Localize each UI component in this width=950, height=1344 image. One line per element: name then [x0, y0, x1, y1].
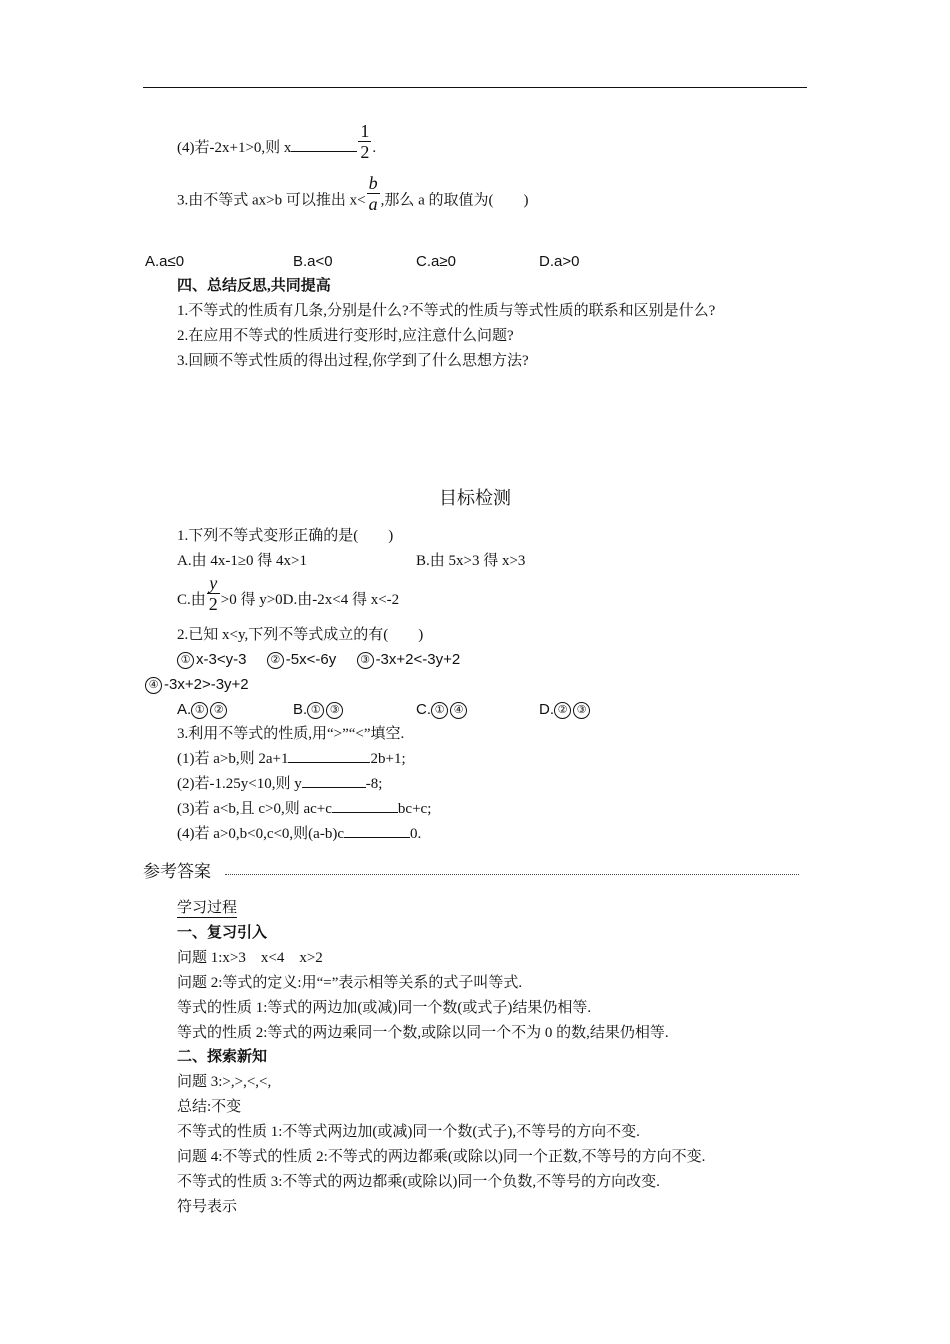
- summary-item-3: 3.回顾不等式性质的得出过程,你学到了什么思想方法?: [177, 353, 529, 369]
- q3-part-3: [177, 799, 431, 819]
- answer-text: 不等式的性质 2:不等式的两边都乘(或除以)同一个正数,不等号的方向不变.: [222, 1149, 706, 1165]
- answer-question-3: [177, 1072, 271, 1092]
- circled-number: ④: [450, 702, 467, 719]
- q4-prefix: (4)若-2x+1>0,则 x: [177, 139, 292, 156]
- question-3-line: [177, 173, 529, 214]
- fraction-denominator: a: [368, 194, 378, 214]
- symbolic-representation: 符号表示: [177, 1199, 238, 1215]
- summary-heading: 四、总结反思,共同提高: [177, 278, 331, 294]
- option-letter: D.: [539, 701, 554, 718]
- section-title: 目标检测: [439, 488, 511, 508]
- learning-process-heading: [177, 898, 237, 918]
- circled-number: ①: [307, 702, 324, 719]
- q2-item-4-row: [145, 675, 249, 695]
- q3-part-1: [177, 749, 406, 769]
- answer-question-1: [177, 948, 323, 968]
- q3-part-3-left: (3)若 a<b,且 c>0,则 ac+c: [177, 801, 332, 817]
- answer-question-2: [177, 973, 522, 993]
- answers-section-2: 二、探索新知: [177, 1049, 268, 1065]
- option-letter: B.: [293, 701, 308, 718]
- fraction-numerator: y: [207, 573, 220, 594]
- q3-part-1-right: 2b+1;: [370, 751, 406, 767]
- fraction-denominator: 2: [208, 594, 218, 614]
- answer-blank: [344, 824, 410, 838]
- summary-item-1: 1.不等式的性质有几条,分别是什么?不等式的性质与等式性质的联系和区别是什么?: [177, 303, 716, 319]
- q3-part-2: [177, 774, 382, 794]
- answer-blank: [291, 138, 357, 152]
- q2-item-3: -3x+2<-3y+2: [375, 651, 461, 668]
- q3-part-4-right: 0.: [410, 826, 422, 842]
- circled-number: ①: [177, 652, 194, 669]
- q2-option-d: [539, 700, 592, 720]
- circled-number: ③: [326, 702, 343, 719]
- answer-blank: [288, 749, 370, 763]
- inequality-property-1: 不等式的性质 1:不等式两边加(或减)同一个数(式子),不等号的方向不变.: [177, 1124, 640, 1140]
- q1-c-suffix: >0 得 y>0D.由-2x<4 得 x<-2: [220, 591, 400, 608]
- q3-suffix: ,那么 a 的取值为( ): [380, 192, 529, 209]
- option-d: D.a>0: [539, 253, 580, 270]
- q3-prefix: 3.由不等式 ax>b 可以推出 x<: [177, 192, 366, 209]
- q1-stem: 1.下列不等式变形正确的是( ): [177, 528, 394, 544]
- fraction-numerator: 1: [360, 121, 370, 141]
- fraction-denominator: 2: [360, 142, 370, 162]
- question-4-line: [177, 121, 377, 162]
- q3-stem: 3.利用不等式的性质,用“>”“<”填空.: [177, 726, 405, 742]
- q2-option-b: [293, 700, 345, 720]
- circled-number: ④: [145, 677, 162, 694]
- answer-text: x>3 x<4 x>2: [222, 950, 323, 966]
- q2-item-4: -3x+2>-3y+2: [164, 676, 249, 693]
- inequality-property-3: 不等式的性质 3:不等式的两边都乘(或除以)同一个负数,不等号的方向改变.: [177, 1174, 660, 1190]
- option-a: A.a≤0: [145, 253, 185, 270]
- q3-part-2-right: -8;: [365, 776, 383, 792]
- circled-number: ①: [191, 702, 208, 719]
- question-label: 问题 4:: [177, 1149, 223, 1165]
- option-letter: A.: [177, 701, 192, 718]
- q2-item-1: x-3<y-3: [196, 651, 247, 668]
- q2-option-c: [416, 700, 469, 720]
- option-letter: C.: [416, 701, 431, 718]
- learning-process-label: 学习过程: [177, 900, 238, 916]
- q3-part-2-left: (2)若-1.25y<10,则 y: [177, 776, 302, 792]
- answer-blank: [332, 799, 398, 813]
- question-label: 问题 2:: [177, 975, 223, 991]
- equality-property-2: 等式的性质 2:等式的两边乘同一个数,或除以同一个不为 0 的数,结果仍相等.: [177, 1025, 669, 1041]
- q4-suffix: .: [372, 139, 377, 156]
- answers-dotted-rule: [225, 874, 799, 875]
- equality-property-1: 等式的性质 1:等式的两边加(或减)同一个数(或式子)结果仍相等.: [177, 1000, 592, 1016]
- q3-part-3-right: bc+c;: [397, 801, 432, 817]
- circled-number: ②: [554, 702, 571, 719]
- q1-option-cd: [177, 573, 400, 614]
- answer-question-4: [177, 1147, 705, 1167]
- circled-number: ②: [267, 652, 284, 669]
- fraction-numerator: b: [368, 173, 378, 193]
- answer-text: 等式的定义:用“=”表示相等关系的式子叫等式.: [222, 975, 523, 991]
- answer-text: >,>,<,<,: [222, 1074, 272, 1090]
- answer-blank: [302, 774, 366, 788]
- fraction: [367, 173, 380, 214]
- circled-number: ③: [573, 702, 590, 719]
- q1-option-b: B.由 5x>3 得 x>3: [416, 553, 526, 569]
- q3-part-4: [177, 824, 421, 844]
- q2-option-a: [177, 700, 229, 720]
- q1-option-a: A.由 4x-1≥0 得 4x>1: [177, 553, 308, 569]
- question-label: 问题 1:: [177, 950, 223, 966]
- q3-part-1-left: (1)若 a>b,则 2a+1: [177, 751, 289, 767]
- q1-c-prefix: C.由: [177, 591, 206, 608]
- answers-title: 参考答案: [143, 862, 211, 881]
- q3-part-4-left: (4)若 a>0,b<0,c<0,则(a-b)c: [177, 826, 344, 842]
- option-b: B.a<0: [293, 253, 333, 270]
- circled-number: ③: [357, 652, 374, 669]
- answers-section-1: 一、复习引入: [177, 925, 268, 941]
- q2-stem: 2.已知 x<y,下列不等式成立的有( ): [177, 627, 424, 643]
- question-label: 问题 3:: [177, 1074, 223, 1090]
- summary-item-2: 2.在应用不等式的性质进行变形时,应注意什么问题?: [177, 328, 514, 344]
- q2-items-row: [177, 650, 460, 670]
- header-rule: [143, 87, 807, 88]
- q2-item-2: -5x<-6y: [285, 651, 337, 668]
- option-c: C.a≥0: [416, 253, 456, 270]
- circled-number: ②: [210, 702, 227, 719]
- fraction: [207, 573, 220, 614]
- conclusion: 总结:不变: [177, 1099, 242, 1115]
- fraction: [358, 121, 371, 162]
- circled-number: ①: [431, 702, 448, 719]
